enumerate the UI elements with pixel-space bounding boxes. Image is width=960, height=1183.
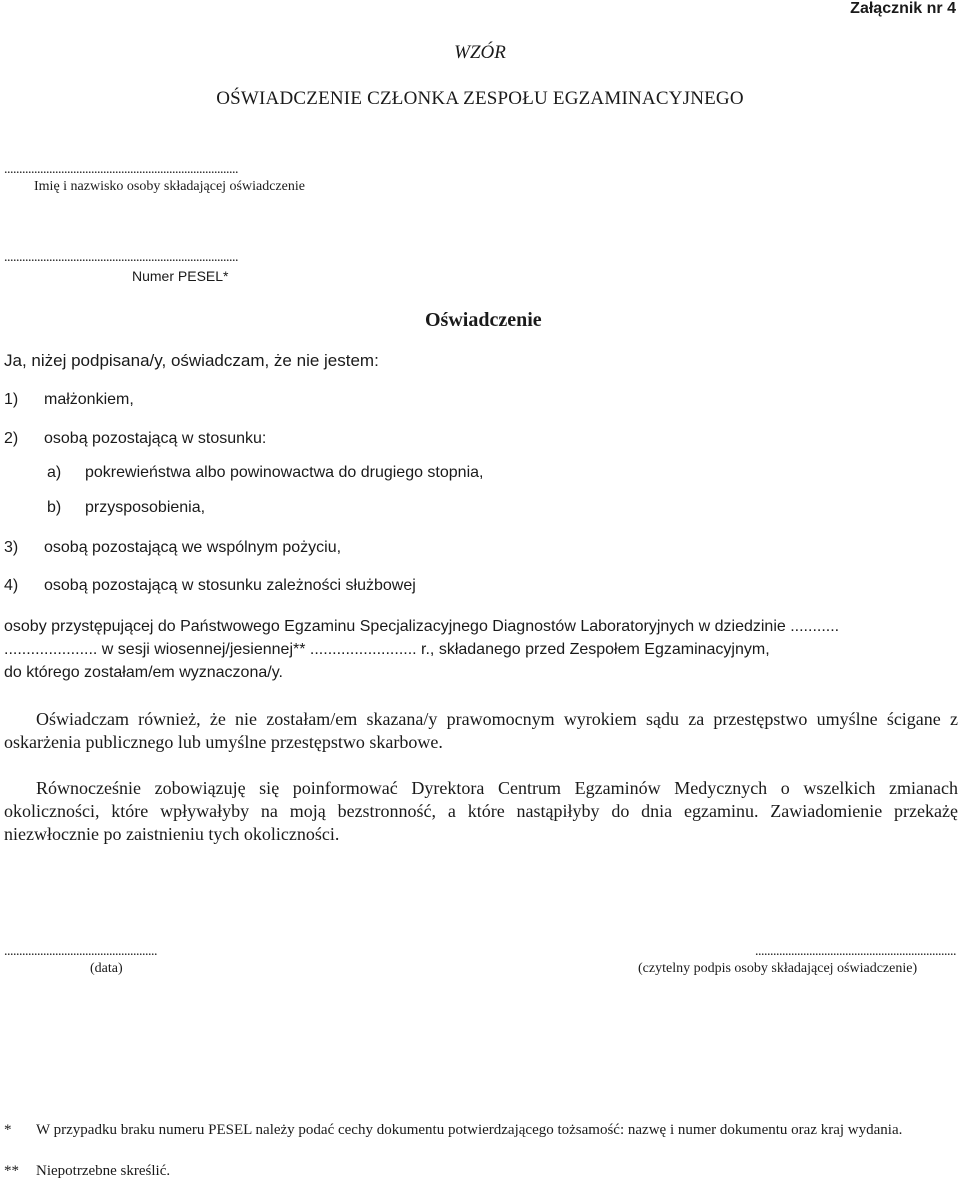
date-caption: (data)	[90, 961, 123, 976]
body-line-1: osoby przystępującej do Państwowego Egzaminu Specjalizacyjnego Diagnostów Laboratoryjnych w dziedzinie ...........	[4, 618, 840, 635]
sub-list-item-number: b)	[47, 499, 62, 516]
footnote	[0, 1120, 960, 1164]
declaration-heading: Oświadczenie	[425, 309, 542, 331]
list-item-text: osobą pozostającą w stosunku:	[44, 430, 267, 447]
list-item	[4, 391, 134, 409]
list-item-text: osobą pozostającą w stosunku zależności służbowej	[44, 577, 416, 594]
name-field-caption: Imię i nazwisko osoby składającej oświadczenie	[34, 179, 305, 194]
list-item	[4, 539, 341, 557]
paragraph-conviction	[4, 708, 958, 754]
paragraph-conviction-text: Oświadczam również, że nie zostałam/em skazana/y prawomocnym wyrokiem sądu za przestępstwo umyślne ścigane z oskarżenia publicznego lub umyślne przestępstwo skarbowe.	[4, 709, 958, 752]
signature-caption: (czytelny podpis osoby składającej oświadczenie)	[638, 961, 918, 976]
template-label: WZÓR	[454, 42, 506, 63]
footnote-mark: **	[4, 1163, 19, 1179]
list-item	[4, 430, 266, 448]
sub-list-item	[47, 499, 205, 517]
list-item	[4, 577, 416, 595]
name-field-dots: ..............................................................................	[4, 162, 238, 177]
footnote-text: W przypadku braku numeru PESEL należy podać cechy dokumentu potwierdzającego tożsamość: nazwę i numer dokumentu oraz kraj wydania.	[36, 1122, 903, 1138]
list-item-number: 3)	[4, 539, 19, 556]
sub-list-item-text: przysposobienia,	[85, 499, 206, 516]
list-item-text: małżonkiem,	[44, 391, 134, 408]
sub-list-item-text: pokrewieństwa albo powinowactwa do drugiego stopnia,	[85, 464, 484, 481]
sub-list-item-number: a)	[47, 464, 62, 481]
list-item-number: 2)	[4, 430, 19, 447]
body-line-2: ..................... w sesji wiosennej/jesiennej** ........................ r., składanego przed Zespołem Egzaminacyjnym,	[4, 641, 770, 658]
pesel-field-dots: ..............................................................................	[4, 250, 238, 265]
paragraph-obligation-text: Równocześnie zobowiązuję się poinformować Dyrektora Centrum Egzaminów Medycznych o wszelkich zmianach okoliczności, które wpływałyby na moją bezstronność, a które nastąpiłyby do dnia egzaminu. Zawiadomienie przekażę niezwłocznie po zaistnieniu tych okoliczności.	[4, 778, 958, 844]
footnote	[0, 1161, 960, 1183]
paragraph-obligation	[4, 777, 958, 846]
date-dots: ...................................................	[4, 944, 157, 959]
footnote-mark: *	[4, 1122, 12, 1138]
list-item-text: osobą pozostającą we wspólnym pożyciu,	[44, 539, 342, 556]
document-title: OŚWIADCZENIE CZŁONKA ZESPOŁU EGZAMINACYJNEGO	[216, 88, 744, 109]
body-line-3: do którego zostałam/em wyznaczona/y.	[4, 664, 283, 681]
signature-dots: ...................................................................	[755, 944, 956, 959]
sub-list-item	[47, 464, 483, 482]
declaration-intro: Ja, niżej podpisana/y, oświadczam, że nie jestem:	[4, 351, 379, 370]
list-item-number: 1)	[4, 391, 19, 408]
attachment-label: Załącznik nr 4	[850, 0, 956, 17]
list-item-number: 4)	[4, 577, 19, 594]
footnote-text: Niepotrzebne skreślić.	[36, 1163, 171, 1179]
pesel-field-caption: Numer PESEL*	[132, 268, 229, 284]
